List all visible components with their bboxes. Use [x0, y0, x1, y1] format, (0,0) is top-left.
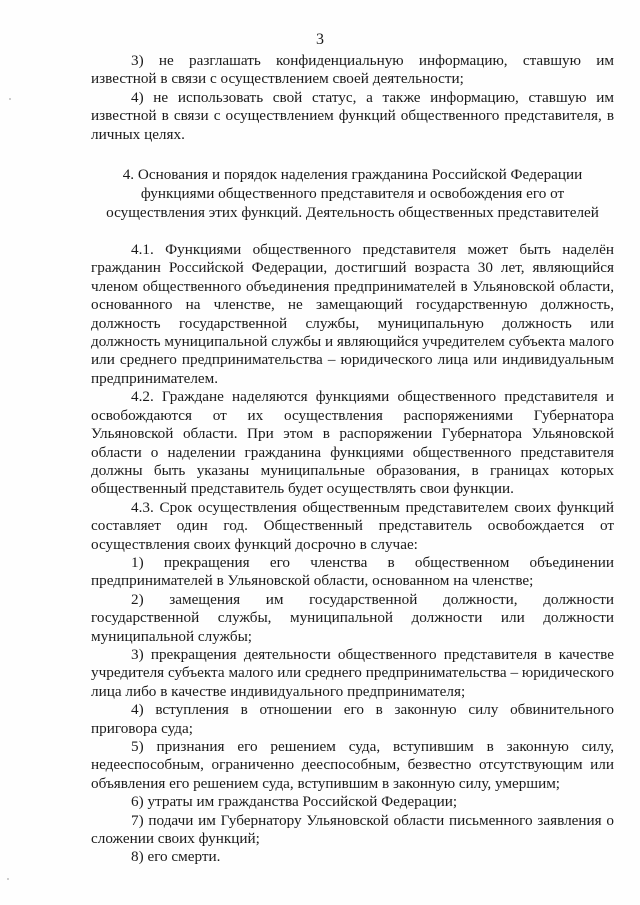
termination-case-2: 2) замещения им государственной должности, должности государственной службы, муниципальной должности или должности муниципальной службы; [91, 590, 614, 645]
page-number: 3 [316, 31, 324, 48]
termination-case-8: 8) его смерти. [131, 848, 221, 866]
section-heading-line: функциями общественного представителя и освобождения его от [140, 185, 565, 203]
section-heading-line: 4. Основания и порядок наделения гражданина Российской Федерации [122, 166, 583, 184]
section-heading-4 [91, 165, 614, 222]
termination-case-1: 1) прекращения его членства в общественном объединении предпринимателей в Ульяновской области, основанном на членстве; [91, 553, 614, 590]
termination-case-6: 6) утраты им гражданства Российской Федерации; [131, 793, 458, 811]
termination-case-4: 4) вступления в отношении его в законную силу обвинительного приговора суда; [91, 701, 614, 737]
clause-4-3: 4.3. Срок осуществления общественным представителем своих функций составляет один год. Общественный представитель освобождается от осуществления своих функций досрочно в случае: [91, 498, 614, 553]
list-item-3-obligation: 3) не разглашать конфиденциальную информацию, ставшую им известной в связи с осуществлением своей деятельности; [91, 52, 614, 88]
termination-case-3: 3) прекращения деятельности общественного представителя в качестве учредителя субъекта малого или среднего предпринимательства – юридического лица либо в качестве индивидуального предпринимателя; [91, 645, 614, 700]
scan-speck [7, 878, 9, 880]
termination-case-5: 5) признания его решением суда, вступившим в законную силу, недееспособным, ограниченно дееспособным, безвестно отсутствующим или объявления его решением суда, вступившим в законную силу, умершим; [91, 738, 614, 792]
termination-case-7: 7) подачи им Губернатору Ульяновской области письменного заявления о сложении своих функций; [91, 811, 614, 848]
list-item-4-obligation: 4) не использовать свой статус, а также информацию, ставшую им известной в связи с осуществлением функций общественного представителя, в личных целях. [91, 88, 614, 143]
scan-speck [9, 98, 11, 100]
clause-4-1: 4.1. Функциями общественного представителя может быть наделён гражданин Российской Федерации, достигший возраста 30 лет, являющийся членом общественного объединения предпринимателей в Ульяновской области, основанного на членстве, не замещающий государственную должность, должность государственной службы, муниципальную должность или должность муниципальной службы и являющийся учредителем субъекта малого или среднего предпринимательства – юридического лица или индивидуальным предпринимателем. [91, 241, 615, 387]
clause-4-2: 4.2. Граждане наделяются функциями общественного представителя и освобождаются от их осуществления распоряжениями Губернатора Ульяновской области. При этом в распоряжении Губернатора Ульяновской области о наделении гражданина функциями общественного представителя должны быть указаны муниципальные образования, в границах которых общественный представитель будет осуществлять свои функции. [91, 388, 614, 498]
document-body [91, 52, 614, 867]
section-heading-line: осуществления этих функций. Деятельность общественных представителей [106, 204, 599, 222]
